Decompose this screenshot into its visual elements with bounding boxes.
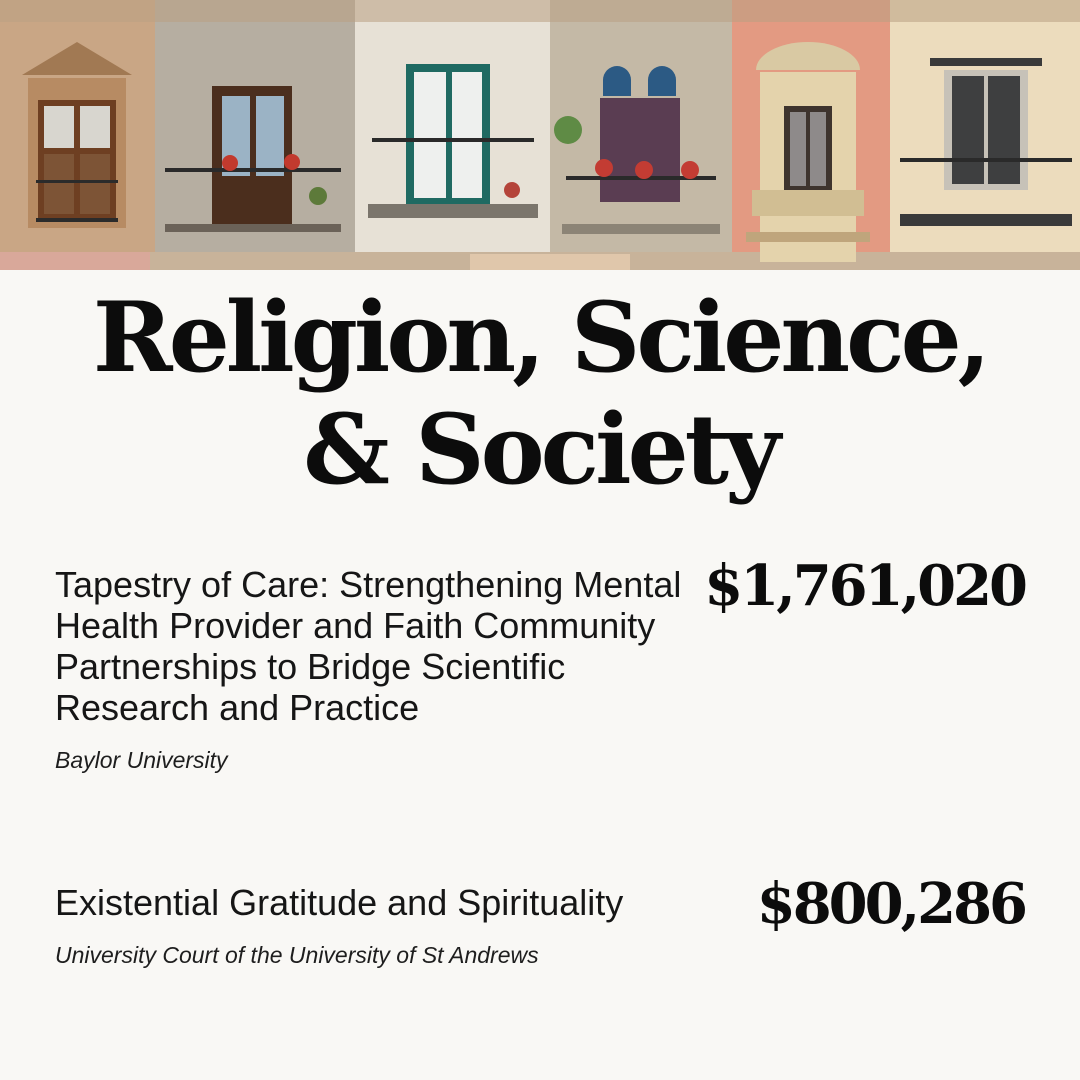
grant-item — [55, 871, 1025, 969]
page-title-line-2: & Society — [303, 393, 777, 506]
page-title — [0, 282, 1080, 506]
grant-item — [55, 553, 1025, 774]
facade-collage-image — [0, 0, 1080, 270]
grant-amount: $1,761,020 — [704, 553, 1025, 619]
grant-organization: University Court of the University of St Andrews — [55, 942, 539, 968]
page-title-line-1: Religion, Science, — [92, 281, 988, 394]
grant-title: Existential Gratitude and Spirituality — [55, 882, 624, 923]
grant-title: Tapestry of Care: Strengthening Mental Health Provider and Faith Community Partnerships to Bridge Scientific Research and Practice — [55, 564, 682, 728]
facade-collage-banner — [0, 0, 1080, 270]
grant-amount: $800,286 — [756, 871, 1025, 937]
grant-organization: Baylor University — [55, 747, 228, 773]
